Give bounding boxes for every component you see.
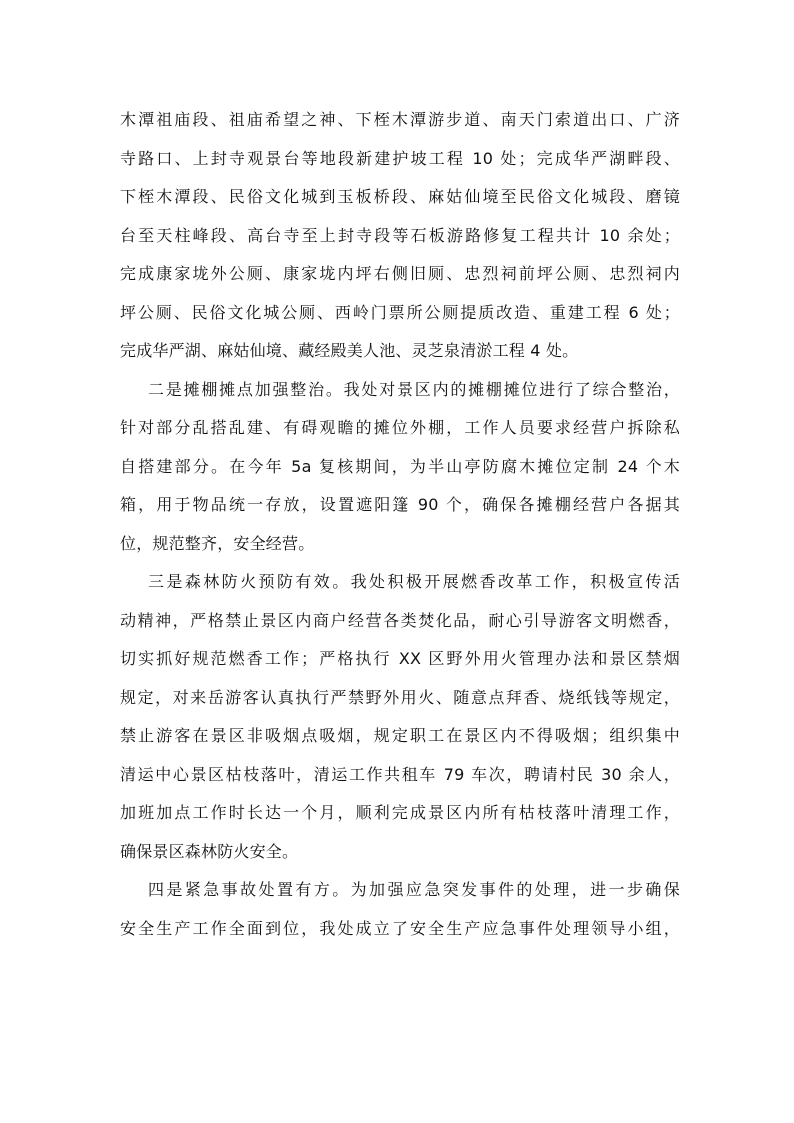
text-line: 寺路口、上封寺观景台等地段新建护坡工程 10 处；完成华严湖畔段、 [120,148,680,168]
paragraph-3 [120,563,680,871]
text-line: 切实抓好规范燃香工作；严格执行 XX 区野外用火管理办法和景区禁烟 [120,649,680,668]
document-body [120,101,680,948]
text-line: 三是森林防火预防有效。我处积极开展燃香改革工作，积极宣传活 [148,572,680,591]
text-line: 规定，对来岳游客认真执行严禁野外用火、随意点拜香、烧纸钱等规定， [120,687,680,707]
text-line: 针对部分乱搭乱建、有碍观瞻的摊位外棚，工作人员要求经营户拆除私 [120,418,680,437]
text-line: 禁止游客在景区非吸烟点吸烟，规定职工在景区内不得吸烟；组织集中 [120,726,680,745]
text-line: 坪公厕、民俗文化城公厕、西岭门票所公厕提质改造、重建工程 6 处； [120,302,680,322]
text-line: 完成华严湖、麻姑仙境、藏经殿美人池、灵芝泉清淤工程 4 处。 [120,341,579,360]
paragraph-2 [120,371,680,564]
paragraph-4 [120,871,680,948]
text-line: 完成康家垅外公厕、康家垅内坪右侧旧厕、忠烈祠前坪公厕、忠烈祠内 [120,264,680,283]
paragraph-1 [120,101,680,371]
text-line: 清运中心景区枯枝落叶，清运工作共租车 79 车次，聘请村民 30 余人， [120,764,680,784]
text-line: 确保景区森林防火安全。 [120,841,299,861]
text-line: 下桎木潭段、民俗文化城到玉板桥段、麻姑仙境至民俗文化城段、磨镜 [120,187,680,206]
text-line: 四是紧急事故处置有方。为加强应急突发事件的处理，进一步确保 [148,880,680,899]
text-line: 加班加点工作时长达一个月，顺利完成景区内所有枯枝落叶清理工作， [120,803,680,822]
text-line: 箱，用于物品统一存放，设置遮阳篷 90 个，确保各摊棚经营户各据其 [120,495,680,514]
text-line: 二是摊棚摊点加强整治。我处对景区内的摊棚摊位进行了综合整治， [148,379,680,399]
text-line: 自搭建部分。在今年 5a 复核期间，为半山亭防腐木摊位定制 24 个木 [120,456,680,476]
text-line: 动精神，严格禁止景区内商户经营各类焚化品，耐心引导游客文明燃香， [120,610,680,630]
text-line: 安全生产工作全面到位，我处成立了安全生产应急事件处理领导小组， [120,918,680,938]
text-line: 台至天柱峰段、高台寺至上封寺段等石板游路修复工程共计 10 余处； [120,225,680,245]
text-line: 位，规范整齐，安全经营。 [120,533,315,553]
text-line: 木潭祖庙段、祖庙希望之神、下桎木潭游步道、南天门索道出口、广济 [120,110,680,129]
